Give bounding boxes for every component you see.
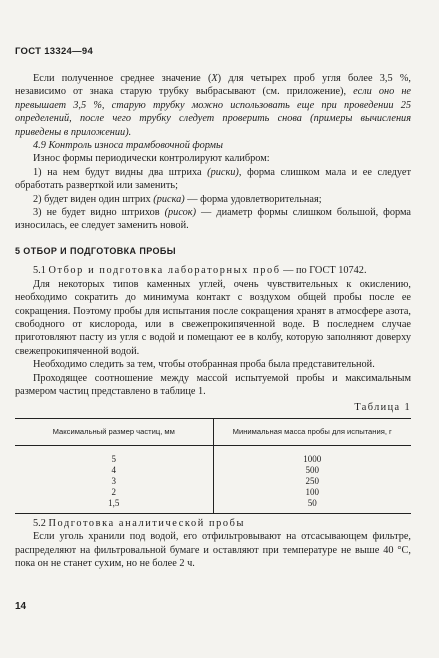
text-span: 5.2	[33, 517, 49, 529]
term-span: (рисок)	[164, 207, 197, 219]
text-span: 3) не будет видно штрихов	[33, 207, 165, 219]
paragraph-drying: Если уголь хранили под водой, его отфильтровывают на отсасывающем фильтре, распределяют на фильтровальной бумаге и оставляют при температуре не выше 40 °С, пока он не станет сухим, но не более 2 ч.	[15, 531, 411, 569]
text-span: Если полученное среднее значение (	[33, 73, 212, 84]
table-header-cell: Максимальный размер частиц, мм	[15, 418, 213, 445]
text-span: ) для четырех проб угля более 3,5 %, независимо от знака старую трубку выбрасывают (см. приложение),	[15, 73, 411, 98]
italic-text-span: если оно не превышает 3,5 %, старую трубку можно использовать еще при проведении 25 определений, после чего трубку следует проверить снова (примеры вычисления приведены в приложении).	[15, 86, 411, 138]
text-span: — диаметр формы слишком большой, форма износилась, ее следует заменить новой.	[15, 207, 411, 232]
text-span: , форма слишком мала и ее следует обработать разверткой или заменить;	[15, 166, 411, 192]
paragraph-ratio: Проходящее соотношение между массой испытуемой пробы и максимальным размером частиц представлено в таблице 1.	[15, 372, 411, 397]
list-item-1	[15, 166, 411, 193]
section-5-heading: 5 ОТБОР И ПОДГОТОВКА ПРОБЫ	[15, 245, 176, 256]
table-row	[15, 498, 411, 514]
text-span: 5.1	[33, 265, 49, 277]
table-cell: 250	[305, 475, 319, 486]
paragraph-oxidation: Для некоторых типов каменных углей, очень чувствительных к окислению, необходимо сократить до минимума контакт с воздухом общей пробы после ее сокращения. Поэтому пробы для испытания после сокращения хранят в атмосфере азота, свободного от кислорода, или в свежепрокипяченной воде. В последнем случае приготовляют пасту из угля с водой и помещают ее в колбу, которую заполняют доверху свежепрокипяченной водой.	[15, 278, 411, 357]
running-header: ГОСТ 13324—94	[15, 46, 94, 57]
term-span: (риска)	[153, 193, 185, 205]
table-header-row	[15, 418, 411, 445]
table-cell: 5	[15, 445, 213, 465]
spaced-title: Подготовка аналитической пробы	[48, 517, 245, 529]
spaced-title: Отбор и подготовка лабораторных проб	[48, 265, 281, 277]
text-span: 2) будет виден один штрих	[33, 193, 154, 205]
subsection-4-9-intro: Износ формы периодически контролируют калибром:	[33, 153, 270, 165]
table-caption: Таблица 1	[354, 402, 411, 414]
text-span: — форма удовлетворительная;	[184, 193, 322, 205]
table-row	[15, 445, 411, 465]
table-cell: 1,5	[15, 498, 213, 514]
paragraph-average-value	[15, 72, 411, 139]
body-text	[15, 72, 411, 570]
table-row	[15, 476, 411, 487]
table-cell: 4	[15, 465, 213, 476]
list-item-2	[15, 193, 411, 206]
table-cell: 50	[213, 498, 411, 514]
subsection-5-1	[15, 264, 411, 277]
table-row	[15, 465, 411, 476]
text-span: 1) на нем будут видны два штриха	[33, 166, 208, 178]
table-cell: 100	[305, 486, 319, 497]
list-item-3	[15, 206, 411, 233]
variable-x: X	[211, 73, 218, 84]
sample-mass-table	[15, 418, 411, 514]
subsection-4-9-title: 4.9 Контроль износа трамбовочной формы	[33, 140, 223, 152]
text-span: — по ГОСТ 10742.	[280, 265, 367, 277]
subsection-5-2-title	[15, 517, 411, 530]
table-cell: 2	[15, 487, 213, 498]
table-row	[15, 487, 411, 498]
table-cell: 500	[305, 464, 319, 475]
paragraph-representative: Необходимо следить за тем, чтобы отобранная проба была представительной.	[33, 359, 375, 371]
term-span: (риски)	[207, 166, 239, 178]
table-cell: 1000	[303, 453, 322, 464]
table-header-cell: Минимальная масса пробы для испытания, г	[213, 418, 411, 445]
page-number: 14	[15, 601, 27, 612]
table-cell: 3	[15, 476, 213, 487]
